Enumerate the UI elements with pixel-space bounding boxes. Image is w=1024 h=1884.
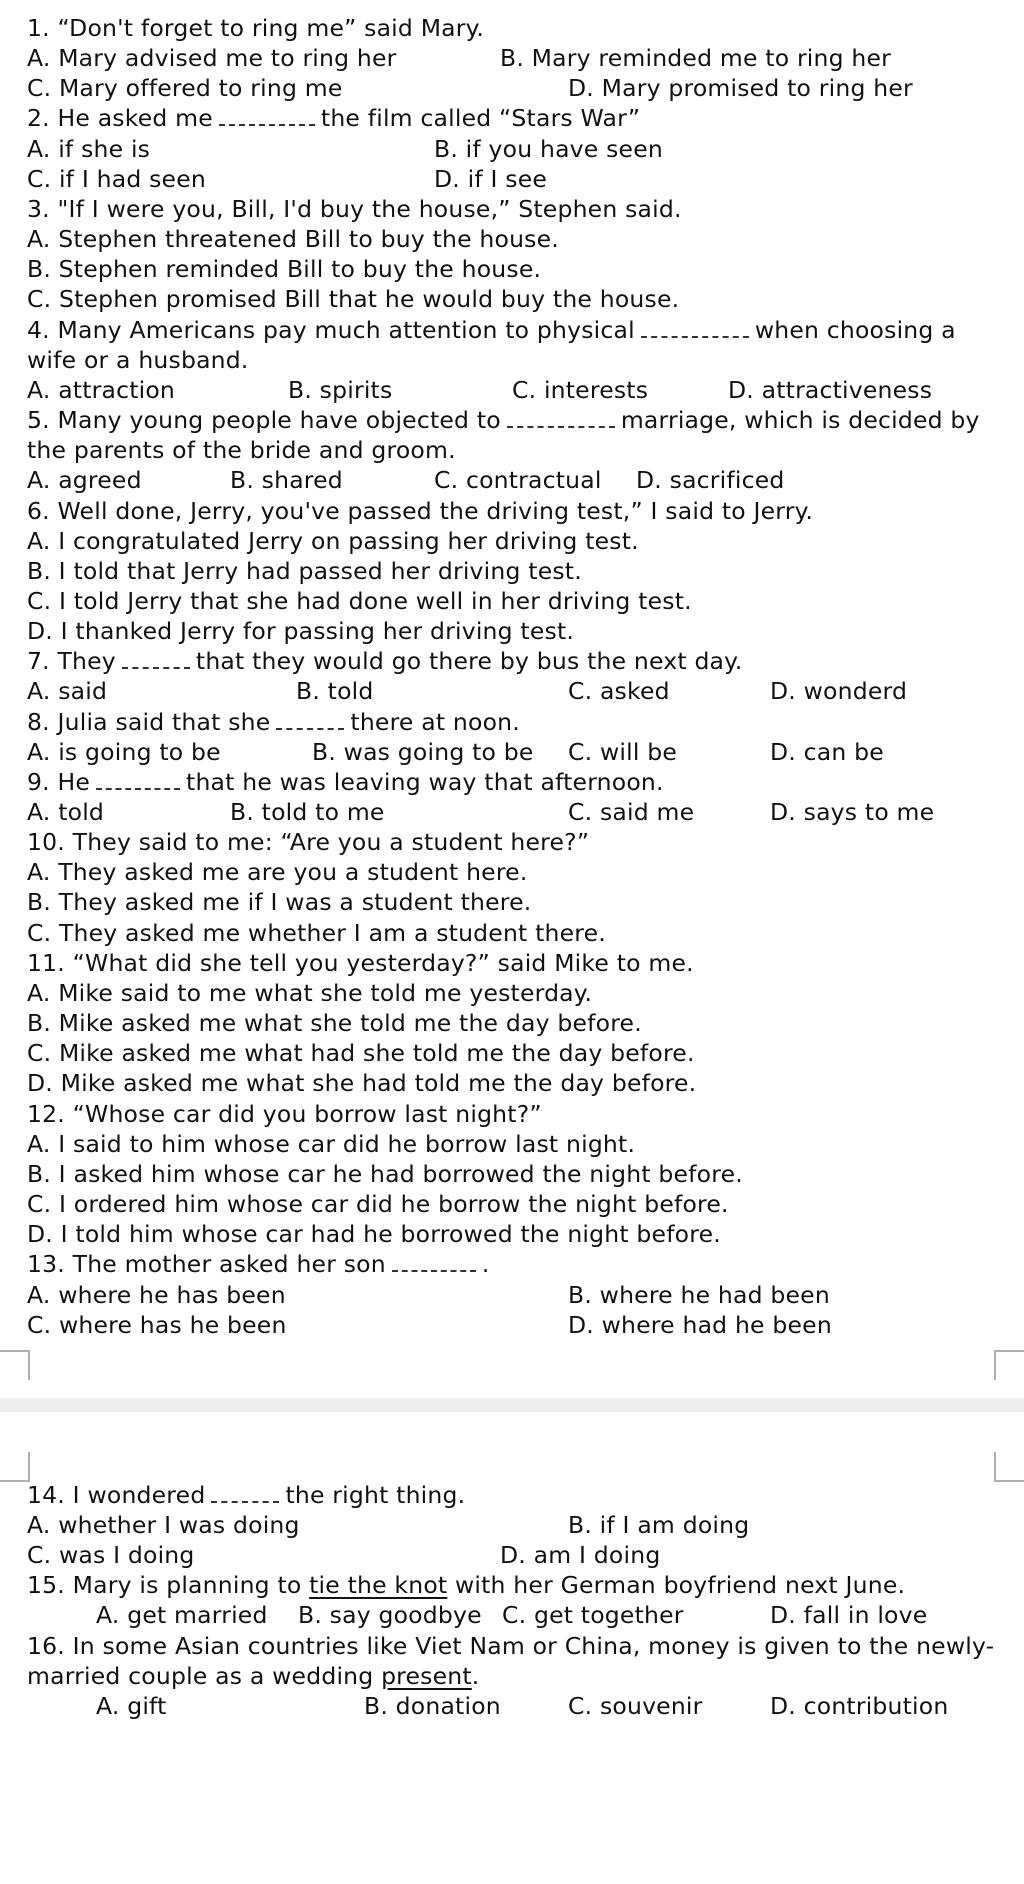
question-10-option-c: C. They asked me whether I am a student there.	[27, 919, 606, 947]
worksheet-page-2	[0, 1412, 1024, 1884]
question-4-option-d: D. attractiveness	[728, 376, 933, 404]
question-13-option-a: A. where he has been	[27, 1281, 286, 1309]
answer-blank	[392, 1252, 476, 1272]
question-16-stem-continued	[27, 1661, 479, 1691]
page-gap	[0, 1398, 1024, 1412]
question-7-stem-start: 7. They	[27, 647, 116, 675]
question-6-option-a: A. I congratulated Jerry on passing her driving test.	[27, 527, 639, 555]
question-7-stem-end: that they would go there by bus the next day.	[195, 647, 743, 675]
question-13-option-b: B. where he had been	[568, 1281, 830, 1309]
question-1-option-a: A. Mary advised me to ring her	[27, 44, 397, 72]
question-15-stem-start: 15. Mary is planning to	[27, 1571, 302, 1599]
question-4-stem	[27, 315, 956, 345]
question-14-stem	[27, 1480, 465, 1510]
question-14-stem-start: 14. I wondered	[27, 1481, 206, 1509]
question-7-option-b: B. told	[296, 677, 374, 705]
question-11-option-b: B. Mike asked me what she told me the day before.	[27, 1009, 642, 1037]
question-15-option-b: B. say goodbye	[298, 1601, 482, 1629]
answer-blank	[507, 408, 615, 428]
question-16-option-d: D. contribution	[770, 1692, 949, 1720]
answer-blank	[641, 318, 749, 338]
question-9-stem-end: that he was leaving way that afternoon.	[186, 768, 664, 796]
question-1-option-b: B. Mary reminded me to ring her	[500, 44, 892, 72]
question-9-option-c: C. said me	[568, 798, 695, 826]
question-11-stem: 11. “What did she tell you yesterday?” said Mike to me.	[27, 949, 694, 977]
question-10-option-b: B. They asked me if I was a student there.	[27, 888, 532, 916]
question-16-option-c: C. souvenir	[568, 1692, 703, 1720]
question-15-option-c: C. get together	[502, 1601, 684, 1629]
answer-blank	[219, 106, 315, 126]
question-5-option-c: C. contractual	[434, 466, 602, 494]
question-5-option-d: D. sacrificed	[636, 466, 785, 494]
question-10-option-a: A. They asked me are you a student here.	[27, 858, 528, 886]
question-8-stem-end: there at noon.	[350, 708, 520, 736]
answer-blank	[96, 770, 180, 790]
question-6-stem: 6. Well done, Jerry, you've passed the driving test,” I said to Jerry.	[27, 497, 814, 525]
question-4-option-c: C. interests	[512, 376, 649, 404]
question-5-stem-continued: the parents of the bride and groom.	[27, 436, 456, 464]
question-11-option-c: C. Mike asked me what had she told me the day before.	[27, 1039, 695, 1067]
question-16-option-b: B. donation	[364, 1692, 501, 1720]
question-10-stem: 10. They said to me: “Are you a student here?”	[27, 828, 590, 856]
question-5-option-a: A. agreed	[27, 466, 142, 494]
question-16-stem-start: married couple as a wedding	[27, 1662, 374, 1690]
answer-blank	[211, 1483, 279, 1503]
corner-mark	[994, 1350, 1024, 1380]
question-12-option-c: C. I ordered him whose car did he borrow the night before.	[27, 1190, 729, 1218]
question-2-option-b: B. if you have seen	[434, 135, 663, 163]
question-12-option-d: D. I told him whose car had he borrowed the night before.	[27, 1220, 721, 1248]
question-7-stem	[27, 646, 743, 676]
corner-mark	[994, 1452, 1024, 1482]
question-8-stem	[27, 707, 520, 737]
question-2-option-c: C. if I had seen	[27, 165, 206, 193]
question-12-option-b: B. I asked him whose car he had borrowed the night before.	[27, 1160, 743, 1188]
question-4-stem-start: 4. Many Americans pay much attention to physical	[27, 316, 635, 344]
question-9-option-a: A. told	[27, 798, 105, 826]
answer-blank	[122, 649, 190, 669]
question-8-option-a: A. is going to be	[27, 738, 221, 766]
question-2-stem	[27, 103, 640, 133]
question-8-option-b: B. was going to be	[312, 738, 534, 766]
question-2-stem-start: 2. He asked me	[27, 104, 213, 132]
question-9-stem	[27, 767, 664, 797]
question-14-option-d: D. am I doing	[500, 1541, 661, 1569]
question-14-stem-end: the right thing.	[285, 1481, 466, 1509]
question-11-option-a: A. Mike said to me what she told me yesterday.	[27, 979, 593, 1007]
question-3-stem: 3. "If I were you, Bill, I'd buy the house,” Stephen said.	[27, 195, 682, 223]
question-5-stem	[27, 405, 980, 435]
underlined-phrase: present	[381, 1662, 472, 1690]
question-13-option-c: C. where has he been	[27, 1311, 287, 1339]
question-15-option-a: A. get married	[96, 1601, 268, 1629]
question-13-stem-end: .	[481, 1250, 490, 1278]
question-16-option-a: A. gift	[96, 1692, 167, 1720]
question-5-option-b: B. shared	[230, 466, 343, 494]
question-8-stem-start: 8. Julia said that she	[27, 708, 271, 736]
question-4-option-b: B. spirits	[288, 376, 393, 404]
question-1-stem: 1. “Don't forget to ring me” said Mary.	[27, 14, 485, 42]
question-2-option-a: A. if she is	[27, 135, 151, 163]
question-15-stem-end: with her German boyfriend next June.	[454, 1571, 906, 1599]
question-8-option-c: C. will be	[568, 738, 678, 766]
question-5-stem-start: 5. Many young people have objected to	[27, 406, 501, 434]
question-4-option-a: A. attraction	[27, 376, 176, 404]
question-11-option-d: D. Mike asked me what she had told me the day before.	[27, 1069, 697, 1097]
answer-blank	[276, 710, 344, 730]
question-9-stem-start: 9. He	[27, 768, 91, 796]
corner-mark	[0, 1452, 30, 1482]
question-3-option-a: A. Stephen threatened Bill to buy the house.	[27, 225, 559, 253]
question-6-option-c: C. I told Jerry that she had done well in her driving test.	[27, 587, 692, 615]
question-13-option-d: D. where had he been	[568, 1311, 832, 1339]
question-3-option-b: B. Stephen reminded Bill to buy the house.	[27, 255, 542, 283]
question-14-option-c: C. was I doing	[27, 1541, 195, 1569]
question-12-option-a: A. I said to him whose car did he borrow last night.	[27, 1130, 636, 1158]
question-9-option-b: B. told to me	[230, 798, 385, 826]
question-9-option-d: D. says to me	[770, 798, 935, 826]
question-1-option-d: D. Mary promised to ring her	[568, 74, 913, 102]
question-4-stem-end: when choosing a	[754, 316, 956, 344]
question-12-stem: 12. “Whose car did you borrow last night?”	[27, 1100, 542, 1128]
question-16-stem: 16. In some Asian countries like Viet Nam or China, money is given to the newly-	[27, 1632, 995, 1660]
question-2-option-d: D. if I see	[434, 165, 548, 193]
question-1-option-c: C. Mary offered to ring me	[27, 74, 343, 102]
question-15-stem	[27, 1570, 905, 1600]
question-6-option-d: D. I thanked Jerry for passing her driving test.	[27, 617, 575, 645]
question-13-stem	[27, 1249, 490, 1279]
question-16-stem-end: .	[471, 1662, 480, 1690]
question-2-stem-end: the film called “Stars War”	[320, 104, 641, 132]
question-7-option-c: C. asked	[568, 677, 670, 705]
question-4-stem-continued: wife or a husband.	[27, 346, 249, 374]
question-13-stem-start: 13. The mother asked her son	[27, 1250, 386, 1278]
question-3-option-c: C. Stephen promised Bill that he would buy the house.	[27, 285, 680, 313]
question-8-option-d: D. can be	[770, 738, 884, 766]
question-7-option-a: A. said	[27, 677, 108, 705]
question-15-option-d: D. fall in love	[770, 1601, 928, 1629]
underlined-phrase: tie the knot	[309, 1571, 448, 1599]
question-6-option-b: B. I told that Jerry had passed her driving test.	[27, 557, 582, 585]
corner-mark	[0, 1350, 30, 1380]
question-7-option-d: D. wonderd	[770, 677, 908, 705]
question-5-stem-end: marriage, which is decided by	[620, 406, 980, 434]
question-14-option-a: A. whether I was doing	[27, 1511, 300, 1539]
question-14-option-b: B. if I am doing	[568, 1511, 750, 1539]
